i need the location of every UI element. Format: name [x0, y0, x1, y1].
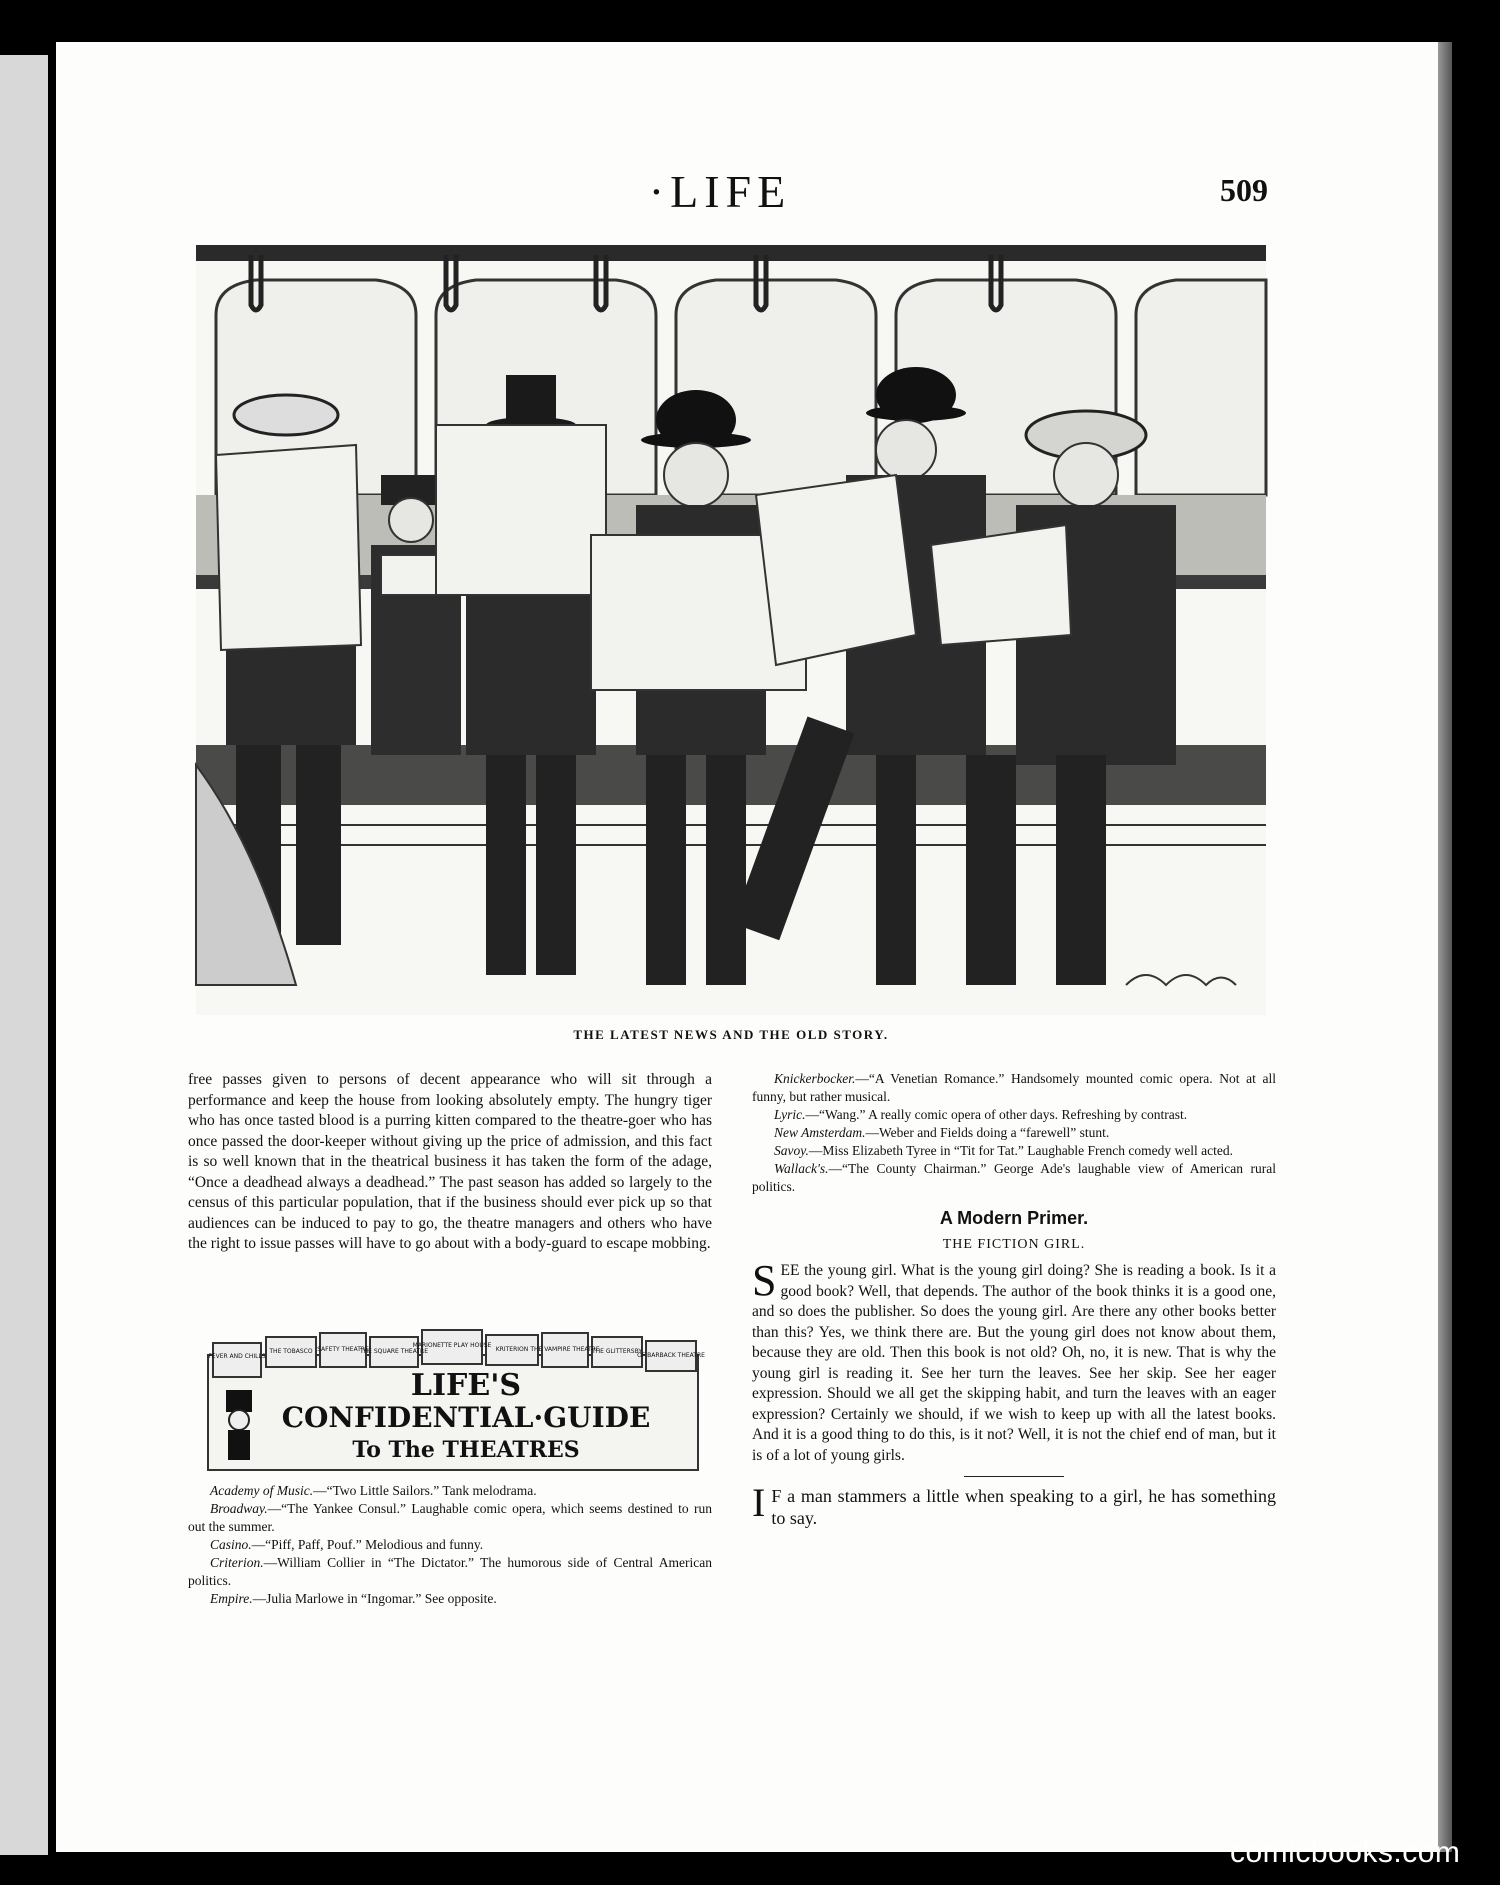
guide-entry	[752, 1160, 1276, 1196]
left-column	[188, 1070, 712, 1255]
guide-entries-left	[188, 1482, 712, 1608]
banner-line-to-the-theatres: To The THEATRES	[352, 1437, 580, 1463]
guide-venue: Empire.	[210, 1591, 253, 1606]
guide-venue: Casino.	[210, 1537, 252, 1552]
guide-text: —“Two Little Sailors.” Tank melodrama.	[313, 1483, 537, 1498]
sign-glittersby: THE GLITTERSBY	[591, 1348, 643, 1355]
sign-vampire-theatre: THE VAMPIRE THEATRE	[530, 1346, 600, 1353]
right-column	[752, 1070, 1276, 1529]
epigram-text: F a man stammers a little when speaking to a girl, he has something to say.	[771, 1486, 1276, 1528]
sign-marionette: MARIONETTE PLAY HOUSE	[412, 1342, 492, 1349]
primer-dropcap: S	[752, 1256, 777, 1305]
guide-venue: Academy of Music.	[210, 1483, 314, 1498]
artist-signature	[1126, 975, 1236, 985]
left-paragraph: free passes given to persons of decent appearance who will sit through a performance and keep the house from looking absolutely empty. The hungry tiger who has once tasted blood is a purring kitten compared to the theatre-goer who has once passed the door-keeper without giving up the price of admission, and this fact is so well known that in the theatrical business it has taken the form of the adage, “Once a deadhead always a deadhead.” The past season has added so largely to the census of this particular population, that if the business should ever pick up so that audiences can be induced to pay to go, the theatre managers and others who have the right to issue passes will have to go about with a body-guard to escape mobbing.	[188, 1071, 712, 1252]
banner-line-lifes: LIFE'S	[410, 1368, 522, 1403]
sign-kriterion: KRITERION	[495, 1346, 529, 1353]
guide-text: —“The Yankee Consul.” Laughable comic opera, which seems destined to run out the summer.	[188, 1501, 712, 1534]
page-number: 509	[1220, 172, 1268, 208]
primer-text: EE the young girl. What is the young girl doing? She is reading a book. Is it a good book? Well, that depends. The author of the book thinks it is a good one, and so does the publisher. So does the young girl. Are there any other books better than this? Yes, we think there are. But the young girl does not know about them, because they are old. Then this book is not old? Oh, no, it is new. That is why the young girl is reading it. See her turn the leaves. See her skip. See her eager expression. Should we all get the skipping habit, and turn the leaves with an eager expression? Certainly we should, if we wish to keep up with all the latest books. And it is a good thing to do this, is it not? Well, it is not the chief end of man, but it is of a lot of young girls.	[752, 1262, 1276, 1464]
guide-text: —“Wang.” A really comic opera of other days. Refreshing by contrast.	[805, 1107, 1188, 1122]
guide-entry	[188, 1554, 712, 1590]
facing-page-edge	[0, 55, 48, 1855]
passenger-3	[436, 375, 606, 975]
sign-barback-theatre: OF BARBACK THEATRE	[637, 1352, 705, 1359]
guide-entry	[188, 1536, 712, 1554]
guide-entry	[188, 1482, 712, 1500]
epigram-dropcap: I	[752, 1480, 766, 1525]
illustration-drawing	[196, 245, 1266, 1015]
usher-figure	[226, 1390, 252, 1460]
banner-line-confidential-guide: CONFIDENTIAL·GUIDE	[281, 1401, 651, 1434]
sign-square-theatre: THE SQUARE THEATRE	[359, 1348, 429, 1355]
guide-entries-right	[752, 1070, 1276, 1196]
section-rule	[964, 1476, 1064, 1477]
guide-venue: Savoy.	[774, 1143, 809, 1158]
guide-text: —“The County Chairman.” George Ade's laughable view of American rural politics.	[752, 1161, 1276, 1194]
guide-venue: Lyric.	[774, 1107, 806, 1122]
guide-venue: Knickerbocker.	[774, 1071, 856, 1086]
watermark: comicbooks.com	[1230, 1836, 1461, 1869]
guide-entry	[752, 1106, 1276, 1124]
guide-entry	[752, 1124, 1276, 1142]
masthead: ·LIFE	[648, 166, 792, 217]
guide-venue: Wallack's.	[774, 1161, 829, 1176]
epigram	[752, 1480, 1276, 1529]
guide-entry	[188, 1590, 712, 1608]
sign-safety-theatre: SAFETY THEATRE	[317, 1346, 369, 1353]
guide-text: —“A Venetian Romance.” Handsomely mounted comic opera. Not at all funny, but rather musical.	[752, 1071, 1276, 1104]
sign-tobasco: THE TOBASCO	[269, 1348, 313, 1355]
streetcar-illustration	[196, 245, 1266, 1015]
guide-venue: Broadway.	[210, 1501, 268, 1516]
theatre-guide-banner	[208, 1325, 705, 1470]
guide-text: —“Piff, Paff, Pouf.” Melodious and funny.	[251, 1537, 484, 1552]
guide-entry	[752, 1142, 1276, 1160]
guide-venue: New Amsterdam.	[774, 1125, 866, 1140]
guide-venue: Criterion.	[210, 1555, 264, 1570]
sign-fever-and-chills: FEVER AND CHILLS	[208, 1353, 266, 1360]
guide-text: —Miss Elizabeth Tyree in “Tit for Tat.” Laughable French comedy well acted.	[808, 1143, 1233, 1158]
primer-subtitle: THE FICTION GIRL.	[942, 1236, 1086, 1252]
guide-text: —Weber and Fields doing a “farewell” stunt.	[865, 1125, 1110, 1140]
guide-entry	[752, 1070, 1276, 1106]
guide-text: —William Collier in “The Dictator.” The humorous side of Central American politics.	[188, 1555, 712, 1588]
primer-title: A Modern Primer.	[939, 1208, 1089, 1228]
illustration-caption: THE LATEST NEWS AND THE OLD STORY.	[573, 1027, 889, 1042]
guide-entry	[188, 1500, 712, 1536]
primer-body	[752, 1256, 1276, 1466]
page-edge-shadow	[1438, 42, 1452, 1852]
guide-text: —Julia Marlowe in “Ingomar.” See opposite.	[252, 1591, 497, 1606]
ceiling-rail	[196, 245, 1266, 261]
guide-banner-art	[208, 1325, 705, 1470]
